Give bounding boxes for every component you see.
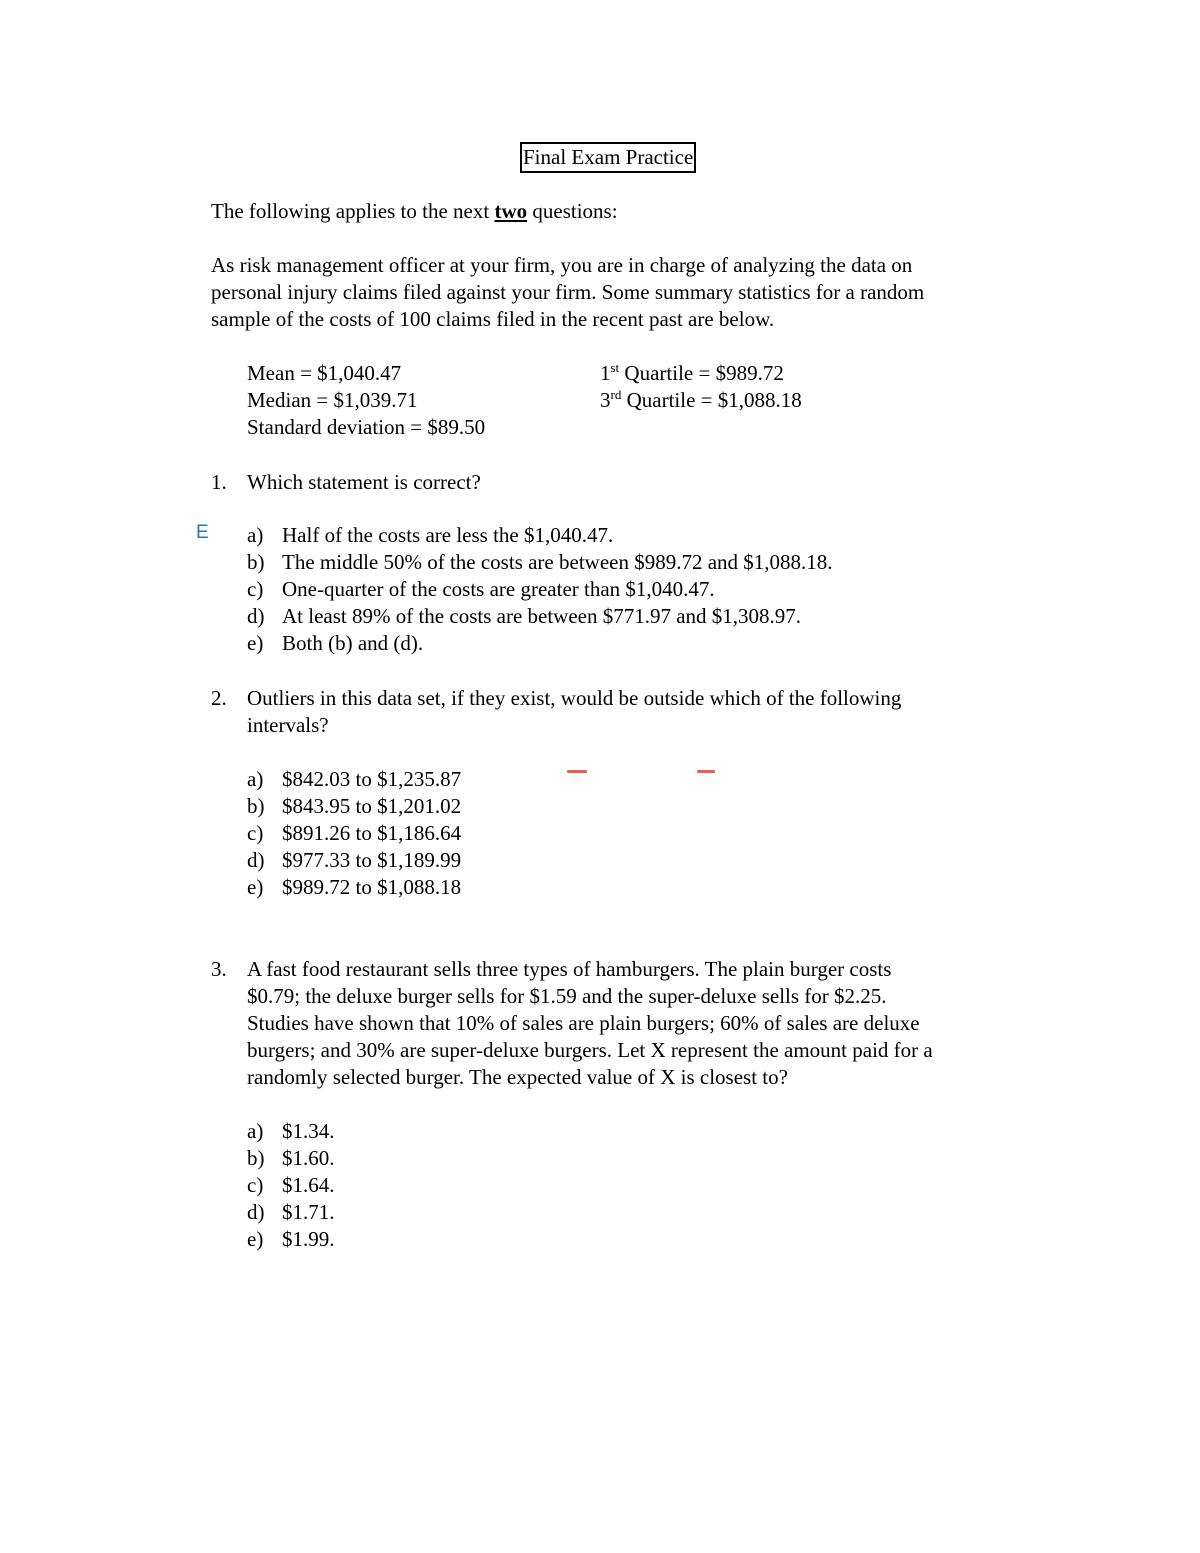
intro-emphasis: two xyxy=(494,199,528,223)
option-letter: c) xyxy=(247,1173,264,1197)
stat-median: Median = $1,039.71 xyxy=(247,388,418,412)
option-letter: e) xyxy=(247,875,264,899)
question-3-number: 3. xyxy=(211,957,227,981)
question-text-line: Outliers in this data set, if they exist, would be outside which of the following xyxy=(247,686,902,710)
stat-q3-rest: Quartile = $1,088.18 xyxy=(621,388,802,412)
option-text: $891.26 to $1,186.64 xyxy=(282,821,462,845)
option-letter: a) xyxy=(247,523,264,547)
red-ink-mark xyxy=(697,770,715,773)
stats-right-column xyxy=(600,360,802,414)
intro-line xyxy=(211,198,618,225)
option-text: $1.64. xyxy=(282,1173,335,1197)
option-text: The middle 50% of the costs are between $989.72 and $1,088.18. xyxy=(282,550,833,574)
question-text-line: $0.79; the deluxe burger sells for $1.59 and the super-deluxe sells for $2.25. xyxy=(247,984,887,1008)
intro-before: The following applies to the next xyxy=(211,199,495,223)
option-letter: c) xyxy=(247,821,264,845)
stat-q1 xyxy=(600,360,802,387)
stat-q3-num: 3 xyxy=(600,388,611,412)
question-2-text xyxy=(247,685,1047,739)
question-1-text xyxy=(247,469,1047,496)
question-text-line: A fast food restaurant sells three types of hamburgers. The plain burger costs xyxy=(247,957,892,981)
option-letter: b) xyxy=(247,794,265,818)
question-1-number: 1. xyxy=(211,470,227,494)
option-text: $1.71. xyxy=(282,1200,335,1224)
red-ink-mark xyxy=(567,770,587,773)
option-text: $843.95 to $1,201.02 xyxy=(282,794,462,818)
question-text-line: Studies have shown that 10% of sales are plain burgers; 60% of sales are deluxe xyxy=(247,1011,920,1035)
option-text: One-quarter of the costs are greater than $1,040.47. xyxy=(282,577,715,601)
option-letter: e) xyxy=(247,1227,264,1251)
option-letter: d) xyxy=(247,1200,265,1224)
handwritten-answer-mark: E xyxy=(196,522,209,543)
option-letter: c) xyxy=(247,577,264,601)
scenario-paragraph xyxy=(211,252,1051,333)
stats-left-column xyxy=(247,360,485,441)
question-text-line: burgers; and 30% are super-deluxe burgers. Let X represent the amount paid for a xyxy=(247,1038,933,1062)
stat-std: Standard deviation = $89.50 xyxy=(247,415,486,439)
option-letter: e) xyxy=(247,631,264,655)
option-text: $989.72 to $1,088.18 xyxy=(282,875,462,899)
option-letter: d) xyxy=(247,604,265,628)
question-text-line: Which statement is correct? xyxy=(247,470,481,494)
stat-q3-sup: rd xyxy=(610,387,622,402)
option-letter: a) xyxy=(247,1119,264,1143)
question-2-number: 2. xyxy=(211,686,227,710)
stat-q1-sup: st xyxy=(610,360,620,375)
option-letter: a) xyxy=(247,767,264,791)
option-text: $1.34. xyxy=(282,1119,335,1143)
scenario-line: sample of the costs of 100 claims filed in the recent past are below. xyxy=(211,307,775,331)
stat-q3 xyxy=(600,387,802,414)
option-text: $1.99. xyxy=(282,1227,335,1251)
option-text: Half of the costs are less the $1,040.47. xyxy=(282,523,614,547)
intro-after: questions: xyxy=(527,199,618,223)
page-title: Final Exam Practice xyxy=(520,142,696,173)
question-text-line: randomly selected burger. The expected value of X is closest to? xyxy=(247,1065,788,1089)
option-text: $977.33 to $1,189.99 xyxy=(282,848,462,872)
scenario-line: As risk management officer at your firm, you are in charge of analyzing the data on xyxy=(211,253,913,277)
option-letter: d) xyxy=(247,848,265,872)
stat-mean: Mean = $1,040.47 xyxy=(247,361,402,385)
option-letter: b) xyxy=(247,1146,265,1170)
option-text: At least 89% of the costs are between $771.97 and $1,308.97. xyxy=(282,604,802,628)
stat-q1-rest: Quartile = $989.72 xyxy=(619,361,784,385)
stat-q1-num: 1 xyxy=(600,361,611,385)
option-text: $842.03 to $1,235.87 xyxy=(282,767,462,791)
option-text: $1.60. xyxy=(282,1146,335,1170)
question-text-line: intervals? xyxy=(247,713,329,737)
option-letter: b) xyxy=(247,550,265,574)
question-3-text xyxy=(247,956,1047,1091)
scenario-line: personal injury claims filed against your firm. Some summary statistics for a random xyxy=(211,280,925,304)
option-text: Both (b) and (d). xyxy=(282,631,424,655)
